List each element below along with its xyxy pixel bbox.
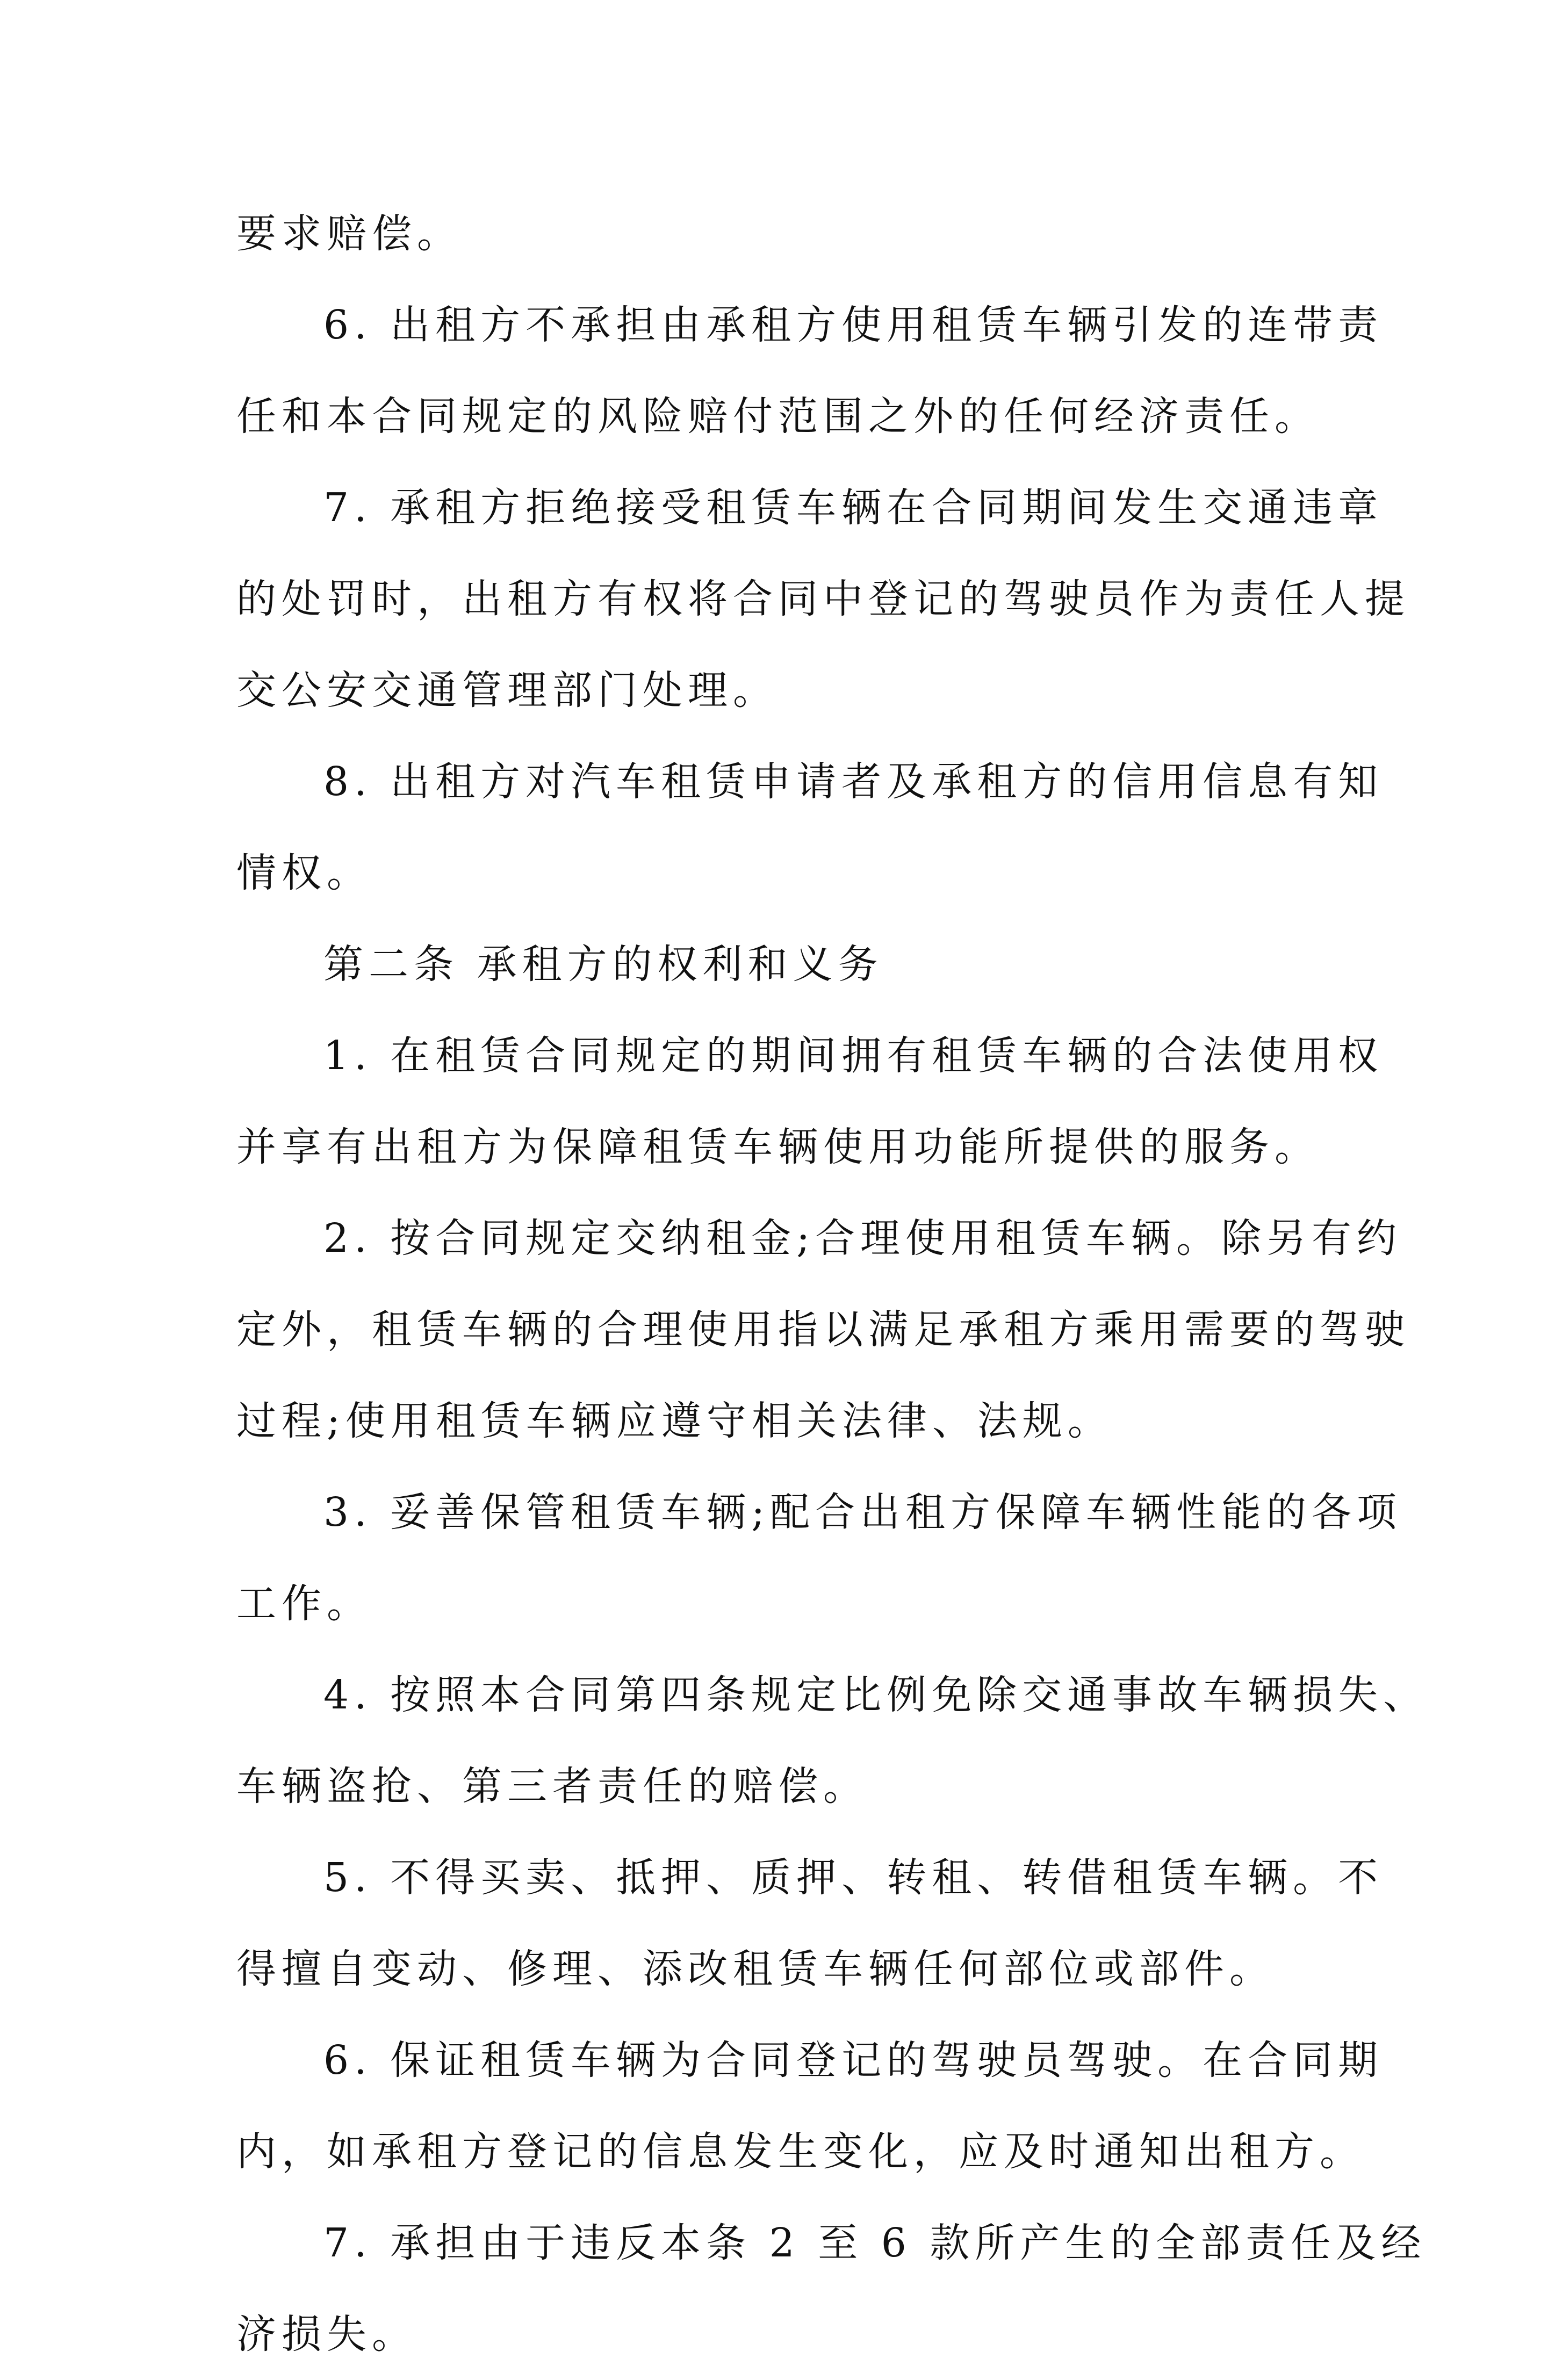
text-line: 并享有出租方为保障租赁车辆使用功能所提供的服务。 [236,1124,1320,1170]
clause-1-lessee-line-1: 1. 在租赁合同规定的期间拥有租赁车辆的合法使用权 [323,1033,1384,1079]
text-line: 要求赔偿。 [236,211,462,257]
clause-2-lessee-line-1: 2. 按合同规定交纳租金;合理使用租赁车辆。除另有约 [323,1215,1402,1261]
clause-6-lessee-line-1: 6. 保证租赁车辆为合同登记的驾驶员驾驶。在合同期 [323,2037,1384,2083]
text-line: 定外，租赁车辆的合理使用指以满足承租方乘用需要的驾驶 [236,1307,1410,1353]
clause-6-lessor-line-1: 6. 出租方不承担由承租方使用租赁车辆引发的连带责 [323,302,1384,348]
clause-4-lessee-line-1: 4. 按照本合同第四条规定比例免除交通事故车辆损失、 [323,1672,1429,1718]
text-line: 车辆盗抢、第三者责任的赔偿。 [236,1763,868,1809]
text-line: 任和本合同规定的风险赔付范围之外的任何经济责任。 [236,393,1320,439]
clause-7-lessee-line-1: 7. 承担由于违反本条 2 至 6 款所产生的全部责任及经 [323,2220,1427,2266]
article-2-heading: 第二条 承租方的权利和义务 [323,941,883,987]
text-line: 内，如承租方登记的信息发生变化，应及时通知出租方。 [236,2129,1365,2175]
text-line: 得擅自变动、修理、添改租赁车辆任何部位或部件。 [236,1946,1275,1992]
clause-5-lessee-line-1: 5. 不得买卖、抵押、质押、转租、转借租赁车辆。不 [323,1855,1384,1901]
text-line: 情权。 [236,850,372,896]
document-body [236,188,1429,2380]
clause-8-lessor-line-1: 8. 出租方对汽车租赁申请者及承租方的信用信息有知 [323,759,1384,805]
text-line: 的处罚时，出租方有权将合同中登记的驾驶员作为责任人提 [236,576,1410,622]
text-line: 交公安交通管理部门处理。 [236,667,778,713]
text-line: 过程;使用租赁车辆应遵守相关法律、法规。 [236,1398,1113,1444]
clause-3-lessee-line-1: 3. 妥善保管租赁车辆;配合出租方保障车辆性能的各项 [323,1489,1402,1535]
clause-7-lessor-line-1: 7. 承租方拒绝接受租赁车辆在合同期间发生交通违章 [323,485,1384,531]
text-line: 工作。 [236,1581,372,1627]
text-line: 济损失。 [236,2311,417,2357]
